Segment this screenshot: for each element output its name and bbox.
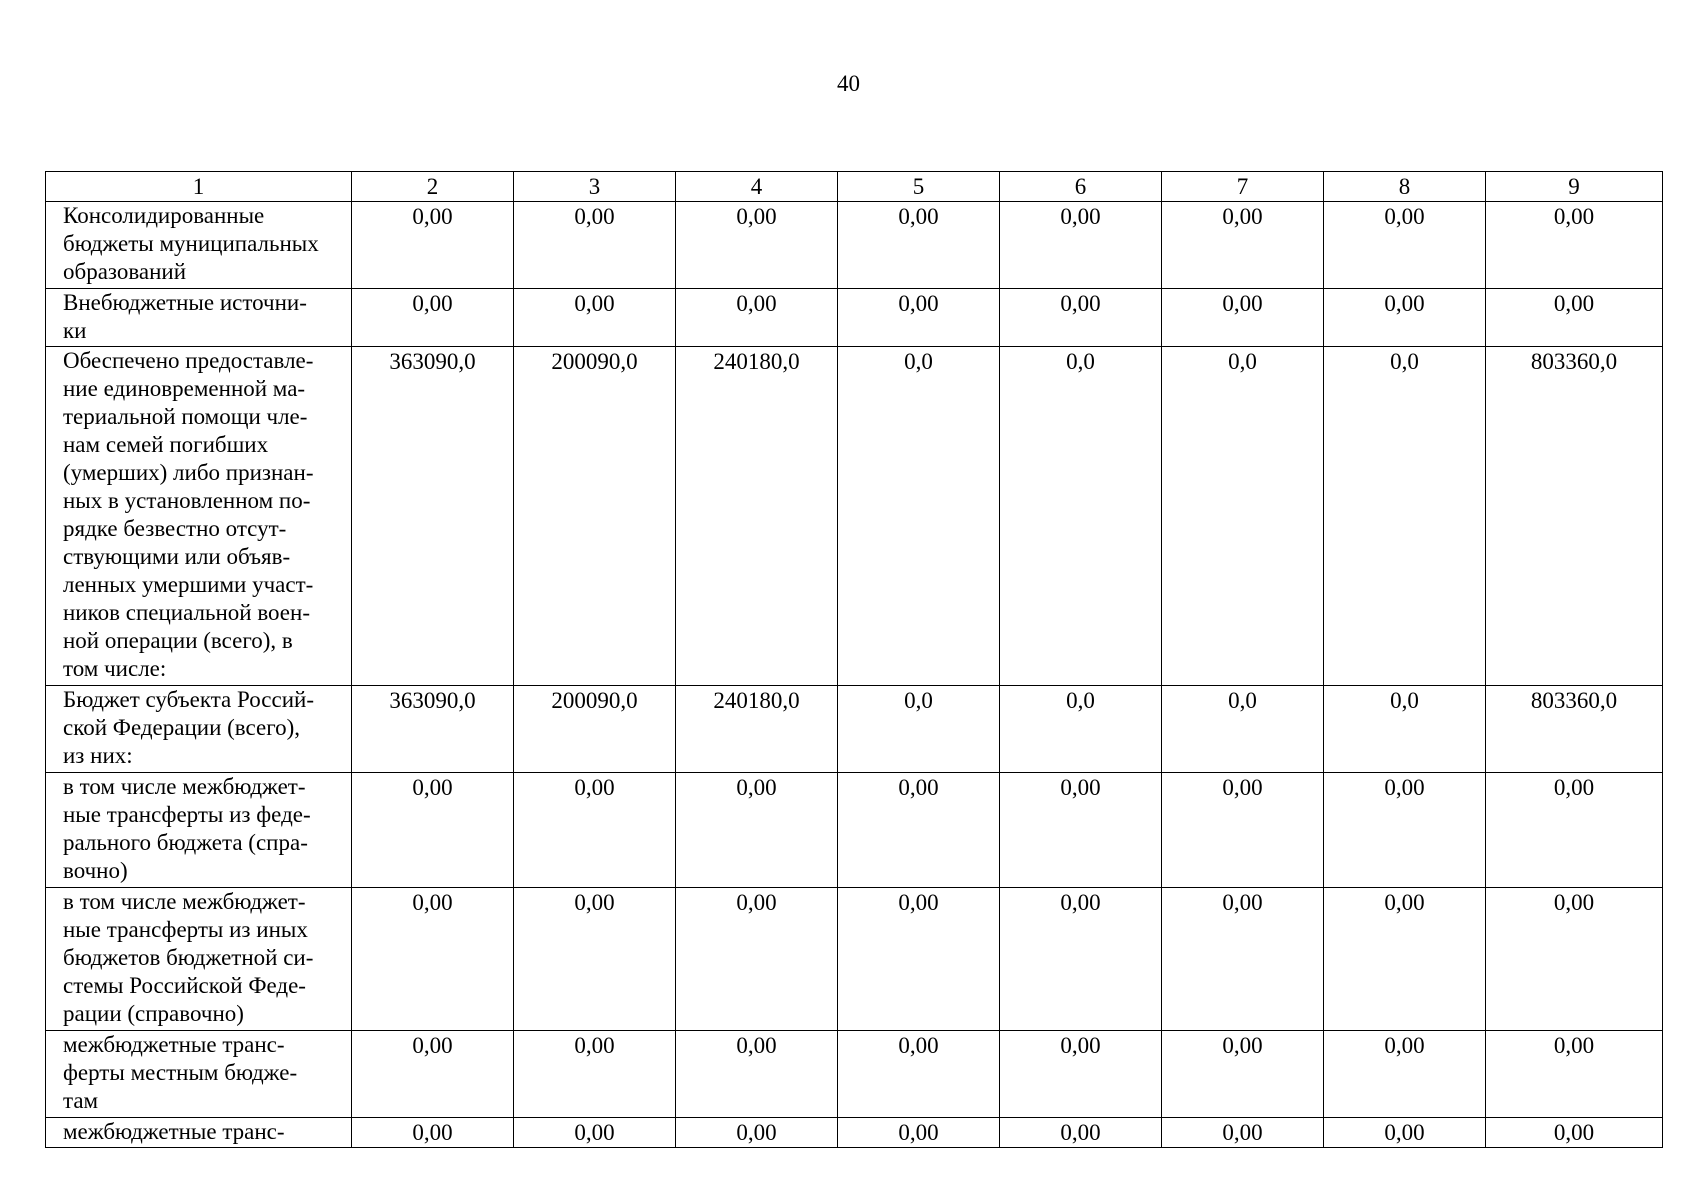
table-cell: 363090,0 xyxy=(352,347,514,686)
table-cell: 0,00 xyxy=(352,202,514,289)
table-cell: 0,00 xyxy=(514,289,676,347)
table-header-row xyxy=(46,172,1663,202)
table-cell: 0,0 xyxy=(1324,686,1486,773)
table-cell: 0,0 xyxy=(1000,347,1162,686)
table-cell: 0,0 xyxy=(1162,347,1324,686)
table-cell: 0,00 xyxy=(1486,888,1663,1031)
table-cell: 0,00 xyxy=(1162,773,1324,888)
table-cell: 0,00 xyxy=(676,289,838,347)
column-header: 4 xyxy=(676,172,838,202)
table-cell: 0,00 xyxy=(838,888,1000,1031)
table-cell: 0,00 xyxy=(1000,888,1162,1031)
row-label: Внебюджетные источни- ки xyxy=(46,289,352,347)
row-label: в том числе межбюджет- ные трансферты из иных бюджетов бюджетной си- стемы Российской Феде- рации (справочно) xyxy=(46,888,352,1031)
table-cell: 0,0 xyxy=(1162,686,1324,773)
table-cell: 0,00 xyxy=(1162,202,1324,289)
row-label: межбюджетные транс- ферты местным бюдже- там xyxy=(46,1031,352,1118)
table-cell: 0,00 xyxy=(514,888,676,1031)
table-cell: 0,00 xyxy=(676,773,838,888)
column-header: 8 xyxy=(1324,172,1486,202)
column-header: 6 xyxy=(1000,172,1162,202)
table-row xyxy=(46,773,1663,888)
table-cell: 0,00 xyxy=(1000,1118,1162,1148)
table-cell: 0,00 xyxy=(838,202,1000,289)
table-cell: 0,00 xyxy=(1162,1031,1324,1118)
row-label: в том числе межбюджет- ные трансферты из феде- рального бюджета (спра- вочно) xyxy=(46,773,352,888)
table-cell: 0,00 xyxy=(514,1118,676,1148)
table-cell: 0,0 xyxy=(838,347,1000,686)
table-cell: 0,00 xyxy=(838,773,1000,888)
page-number: 40 xyxy=(837,71,860,96)
table-cell: 0,00 xyxy=(1162,289,1324,347)
table-cell: 803360,0 xyxy=(1486,686,1663,773)
table-cell: 0,00 xyxy=(1000,289,1162,347)
row-label: Обеспечено предоставле- ние единовременной ма- териальной помощи чле- нам семей погибших (умерших) либо признан- ных в установленном по- рядке безвестно отсут- ствующими или объяв- ленных умершими участ- ников специальной воен- ной операции (всего), в том числе: xyxy=(46,347,352,686)
table-cell: 0,00 xyxy=(1324,1118,1486,1148)
table-cell: 0,00 xyxy=(1324,202,1486,289)
table-cell: 0,00 xyxy=(1486,1118,1663,1148)
table-row xyxy=(46,347,1663,686)
column-header: 2 xyxy=(352,172,514,202)
table-cell: 0,00 xyxy=(676,202,838,289)
table-cell: 0,0 xyxy=(1324,347,1486,686)
table-cell: 0,00 xyxy=(1324,773,1486,888)
column-header: 7 xyxy=(1162,172,1324,202)
column-header: 3 xyxy=(514,172,676,202)
table-cell: 0,00 xyxy=(514,202,676,289)
table-cell: 0,00 xyxy=(838,1118,1000,1148)
table-row xyxy=(46,202,1663,289)
table-cell: 0,00 xyxy=(1486,1031,1663,1118)
table-cell: 0,00 xyxy=(1162,1118,1324,1148)
table-row xyxy=(46,1031,1663,1118)
column-header: 1 xyxy=(46,172,352,202)
table-row xyxy=(46,888,1663,1031)
table-cell: 363090,0 xyxy=(352,686,514,773)
table-cell: 0,00 xyxy=(1324,888,1486,1031)
table-row xyxy=(46,289,1663,347)
table-cell: 0,00 xyxy=(676,888,838,1031)
table-cell: 240180,0 xyxy=(676,686,838,773)
table-row xyxy=(46,1118,1663,1148)
table-cell: 0,00 xyxy=(1162,888,1324,1031)
table-cell: 240180,0 xyxy=(676,347,838,686)
table-cell: 0,00 xyxy=(676,1118,838,1148)
table-cell: 803360,0 xyxy=(1486,347,1663,686)
row-label: Бюджет субъекта Россий- ской Федерации (всего), из них: xyxy=(46,686,352,773)
budget-table xyxy=(45,171,1663,1148)
table-cell: 0,00 xyxy=(838,289,1000,347)
row-label: межбюджетные транс- xyxy=(46,1118,352,1148)
table-cell: 0,00 xyxy=(352,888,514,1031)
table-cell: 200090,0 xyxy=(514,686,676,773)
column-header: 9 xyxy=(1486,172,1663,202)
table-cell: 0,00 xyxy=(352,773,514,888)
table-cell: 0,00 xyxy=(1486,202,1663,289)
table-cell: 0,00 xyxy=(352,289,514,347)
table-cell: 200090,0 xyxy=(514,347,676,686)
table-cell: 0,00 xyxy=(514,1031,676,1118)
table-cell: 0,00 xyxy=(352,1031,514,1118)
table-cell: 0,00 xyxy=(352,1118,514,1148)
table-cell: 0,00 xyxy=(1486,289,1663,347)
column-header: 5 xyxy=(838,172,1000,202)
table-cell: 0,00 xyxy=(1324,1031,1486,1118)
table-cell: 0,00 xyxy=(676,1031,838,1118)
table-cell: 0,00 xyxy=(1000,1031,1162,1118)
table-cell: 0,00 xyxy=(838,1031,1000,1118)
table-row xyxy=(46,686,1663,773)
table-cell: 0,00 xyxy=(1486,773,1663,888)
table-cell: 0,00 xyxy=(1000,773,1162,888)
table-cell: 0,00 xyxy=(514,773,676,888)
row-label: Консолидированные бюджеты муниципальных образований xyxy=(46,202,352,289)
table-cell: 0,0 xyxy=(838,686,1000,773)
table-cell: 0,00 xyxy=(1324,289,1486,347)
table-cell: 0,00 xyxy=(1000,202,1162,289)
table-cell: 0,0 xyxy=(1000,686,1162,773)
